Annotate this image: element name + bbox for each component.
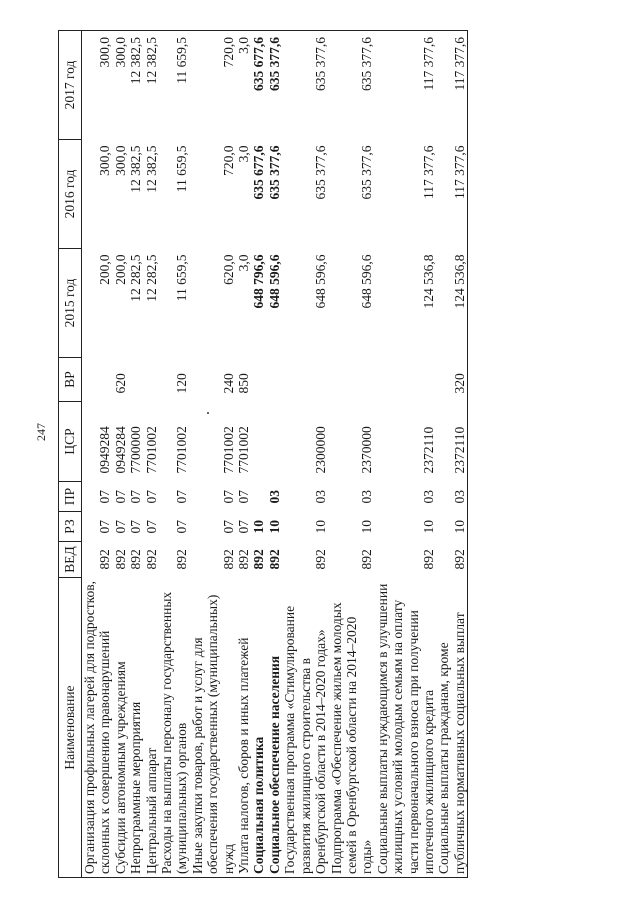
cell-rz: 10 — [420, 520, 436, 534]
cell-csr: 7701002 — [143, 426, 159, 474]
cell-vr: 620 — [112, 373, 128, 394]
cell-rz: 10 — [251, 520, 267, 534]
table-row — [236, 31, 251, 878]
cell-y2017: 720,0 — [190, 31, 236, 140]
cell-y2015: 620,0 — [220, 254, 236, 285]
cell-ved: 892 — [143, 549, 159, 570]
cell-rz: 10 — [359, 520, 375, 534]
cell-vr — [82, 358, 113, 402]
cell-pr: 03 — [436, 482, 467, 512]
table-row — [144, 31, 159, 878]
cell-pr: 03 — [313, 490, 329, 504]
cell-vr: 850 — [236, 373, 252, 394]
header-2016: 2016 год — [59, 140, 82, 249]
cell-ved: 892 — [97, 549, 113, 570]
table-row — [113, 31, 128, 878]
cell-y2015: 12 282,5 — [143, 254, 159, 302]
cell-rz: 07 — [128, 520, 144, 534]
cell-pr: 07 — [220, 490, 236, 504]
cell-name: Уплата налогов, сборов и иных платежей — [236, 578, 251, 878]
cell-pr: 07 — [174, 490, 190, 504]
cell-y2017: 12 382,5 — [128, 31, 143, 140]
cell-ved: 892 — [420, 549, 436, 570]
header-pr: ПР — [59, 482, 82, 512]
cell-pr: 03 — [420, 490, 436, 504]
cell-name: Социальные выплаты нуждающимся в улучшении жилищных условий молодым семьям на оплату части первоначального взноса при получении ипотечного жилищного кредита — [375, 578, 437, 878]
cell-y2016: 300,0 — [112, 145, 128, 176]
cell-csr: 0949284 — [97, 426, 113, 474]
cell-y2017: 117 377,6 — [375, 31, 437, 140]
cell-name: Центральный аппарат — [144, 578, 159, 878]
cell-name: Субсидии автономным учреждениям — [113, 578, 128, 878]
cell-y2017: 300,0 — [82, 31, 113, 140]
cell-csr: 7700000 — [128, 426, 144, 474]
cell-y2016: 117 377,6 — [420, 145, 436, 199]
table-row — [82, 31, 113, 878]
cell-y2017: 635 377,6 — [329, 31, 375, 140]
cell-ved: 892 — [251, 549, 267, 570]
cell-csr — [267, 402, 282, 482]
cell-name: Непрограммные мероприятия — [128, 578, 143, 878]
cell-ved: 892 — [128, 549, 144, 570]
cell-name: Социальное обеспечение населения — [267, 578, 282, 878]
cell-csr: 2372110 — [420, 426, 436, 474]
cell-y2015: 124 536,8 — [436, 249, 467, 358]
cell-pr: 03 — [359, 490, 375, 504]
cell-y2015: 648 596,6 — [266, 254, 282, 309]
cell-ved: 892 — [436, 542, 467, 578]
cell-y2016: 635 377,6 — [313, 145, 329, 200]
cell-rz: 07 — [97, 520, 113, 534]
cell-y2017: 635 377,6 — [282, 31, 328, 140]
header-2015: 2015 год — [59, 249, 82, 358]
cell-vr — [251, 358, 266, 402]
cell-y2017: 11 659,5 — [159, 31, 190, 140]
cell-rz: 07 — [174, 520, 190, 534]
cell-y2015: 200,0 — [112, 254, 128, 285]
table-row — [267, 31, 282, 878]
cell-rz: 07 — [143, 520, 159, 534]
cell-ved: 892 — [174, 549, 190, 570]
cell-ved: 892 — [313, 549, 329, 570]
cell-csr: 0949284 — [112, 426, 128, 474]
cell-name: Государственная программа «Стимулирование развития жилищного строительства в Оренбургской области в 2014–2020 годах» — [282, 578, 328, 878]
cell-name: Расходы на выплаты персоналу государственных (муниципальных) органов — [159, 578, 190, 878]
cell-y2015: 200,0 — [97, 254, 113, 285]
cell-rz: 07 — [112, 520, 128, 534]
cell-vr — [329, 358, 375, 402]
cell-y2016: 635 677,6 — [251, 145, 267, 200]
cell-vr: 120 — [174, 373, 190, 394]
cell-rz: 07 — [236, 520, 252, 534]
cell-y2016: 720,0 — [220, 145, 236, 176]
cell-y2017: 3,0 — [236, 31, 251, 140]
cell-rz: 10 — [313, 520, 329, 534]
cell-vr — [267, 358, 282, 402]
cell-y2016: 300,0 — [97, 145, 113, 176]
cell-csr — [251, 402, 266, 482]
table-row — [436, 31, 467, 878]
page-number: 247 — [34, 423, 48, 441]
cell-pr: 03 — [266, 490, 282, 504]
cell-rz: 10 — [436, 512, 467, 542]
cell-csr: 7701002 — [174, 426, 190, 474]
cell-y2017: 300,0 — [113, 31, 128, 140]
cell-csr: 2300000 — [313, 426, 329, 474]
cell-y2016: 11 659,5 — [174, 145, 190, 193]
cell-vr — [144, 358, 159, 402]
cell-y2016: 12 382,5 — [128, 145, 144, 193]
cell-csr: 7701002 — [236, 426, 252, 474]
cell-y2015: 3,0 — [236, 254, 252, 272]
cell-y2016: 3,0 — [236, 145, 252, 163]
cell-vr — [282, 358, 328, 402]
table-header-row — [59, 31, 82, 878]
table-row — [329, 31, 375, 878]
cell-name: Социальная политика — [251, 578, 266, 878]
cell-name: Иные закупки товаров, работ и услуг для обеспечения государственных (муниципальных) нужд — [190, 578, 236, 878]
header-ved: ВЕД — [59, 542, 82, 578]
cell-pr: 07 — [128, 490, 144, 504]
table-row — [251, 31, 266, 878]
table-row — [282, 31, 328, 878]
table-row — [190, 31, 236, 878]
cell-y2016: 12 382,5 — [143, 145, 159, 193]
cell-csr: 2370000 — [359, 426, 375, 474]
cell-y2015: 648 596,6 — [313, 254, 329, 309]
cell-y2017: 117 377,6 — [436, 31, 467, 140]
table-row — [375, 31, 437, 878]
cell-vr — [128, 358, 143, 402]
cell-csr: 7701002 — [220, 426, 236, 474]
cell-y2017: 12 382,5 — [144, 31, 159, 140]
cell-y2016: 117 377,6 — [436, 140, 467, 249]
header-vr: ВР — [59, 358, 82, 402]
table-body — [82, 31, 468, 878]
cell-ved: 892 — [112, 549, 128, 570]
cell-y2015: 124 536,8 — [420, 254, 436, 309]
cell-pr: 07 — [143, 490, 159, 504]
cell-y2015: 12 282,5 — [128, 254, 144, 302]
cell-y2015: 11 659,5 — [174, 254, 190, 302]
cell-pr: 07 — [112, 490, 128, 504]
rotated-page-content — [58, 30, 638, 878]
cell-name: Организация профильных лагерей для подростков, склонных к совершению правонарушений — [82, 578, 113, 878]
cell-pr: 07 — [97, 490, 113, 504]
header-csr: ЦСР — [59, 402, 82, 482]
cell-ved: 892 — [266, 549, 282, 570]
budget-table — [58, 30, 468, 878]
cell-vr: 320 — [436, 358, 467, 402]
cell-vr — [375, 358, 437, 402]
cell-y2015: 648 796,6 — [251, 254, 267, 309]
cell-ved: 892 — [220, 549, 236, 570]
cell-name: Подпрограмма «Обеспечение жильем молодых семей в Оренбургской области на 2014–2020 годы» — [329, 578, 375, 878]
cell-rz: 10 — [266, 520, 282, 534]
cell-rz: 07 — [220, 520, 236, 534]
header-name: Наименование — [59, 578, 82, 878]
cell-name: Социальные выплаты гражданам, кроме публичных нормативных социальных выплат — [436, 578, 467, 878]
cell-y2016: 635 377,6 — [266, 145, 282, 200]
cell-ved: 892 — [236, 549, 252, 570]
cell-pr: 07 — [236, 490, 252, 504]
cell-vr: 240 — [220, 373, 236, 394]
table-row — [128, 31, 143, 878]
header-2017: 2017 год — [59, 31, 82, 140]
cell-csr: 2372110 — [436, 402, 467, 482]
header-rz: РЗ — [59, 512, 82, 542]
table-row — [159, 31, 190, 878]
cell-y2016: 635 377,6 — [359, 145, 375, 200]
cell-y2017: 635 377,6 — [267, 31, 282, 140]
cell-ved: 892 — [359, 549, 375, 570]
cell-pr — [251, 482, 266, 512]
cell-y2015: 648 596,6 — [359, 254, 375, 309]
cell-y2017: 635 677,6 — [251, 31, 266, 140]
